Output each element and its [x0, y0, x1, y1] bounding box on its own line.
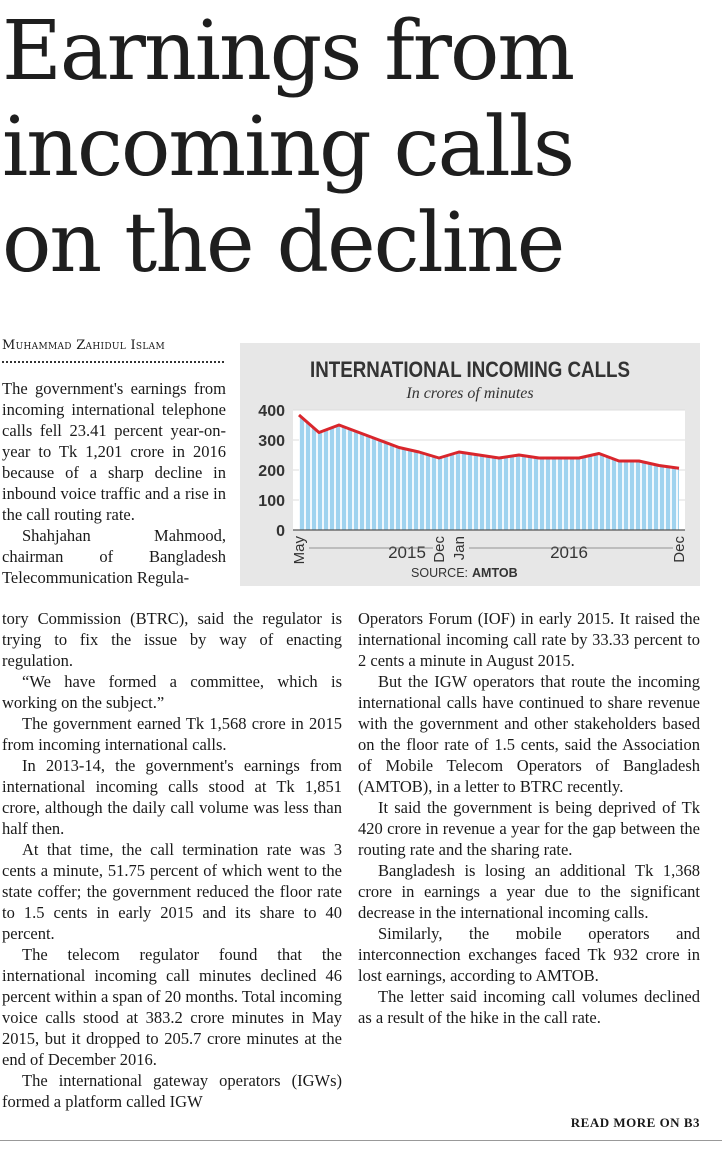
year-label: 2016: [550, 543, 588, 562]
y-tick-label: 400: [258, 403, 285, 420]
byline-divider: [2, 361, 224, 363]
y-tick-label: 100: [258, 493, 285, 510]
paragraph: The government's earnings from incoming international telephone calls fell 23.41 percent year-on-year to Tk 1,201 crore in 2016 because of a sharp decline in inbound voice traffic and a rise in the call routing rate.: [2, 379, 226, 524]
paragraph: Bangladesh is losing an additional Tk 1,368 crore in earnings a year due to the significant decrease in the international incoming calls.: [358, 861, 700, 922]
y-tick-label: 200: [258, 463, 285, 480]
paragraph: At that time, the call termination rate was 3 cents a minute, 51.75 percent of which went to the state coffer; the government reduced the floor rate to 1.5 cents in early 2015 and its share to 40 percent.: [2, 840, 342, 943]
chart-subtitle: In crores of minutes: [406, 385, 534, 402]
chart-title: INTERNATIONAL INCOMING CALLS: [310, 357, 630, 382]
paragraph: The international gateway operators (IGWs) formed a platform called IGW: [2, 1071, 342, 1111]
paragraph: Operators Forum (IOF) in early 2015. It raised the international incoming call rate by 33.33 percent to 2 cents a minute in August 2015.: [358, 609, 700, 670]
chart-source-label: SOURCE:: [411, 566, 468, 580]
paragraph: The government earned Tk 1,568 crore in 2015 from incoming international calls.: [2, 714, 342, 754]
paragraph: tory Commission (BTRC), said the regulator is trying to fix the issue by way of enacting regulation.: [2, 609, 342, 670]
article-column-a: [2, 378, 226, 588]
article-column-b: [2, 608, 342, 1112]
x-tick-label: Dec: [431, 536, 448, 563]
headline-line-2: incoming calls: [2, 100, 574, 195]
paragraph: But the IGW operators that route the incoming international calls have continued to share revenue with the government and other stakeholders based on the floor rate of 1.5 cents, said the Association of Mobile Telecom Operators of Bangladesh (AMTOB), in a letter to BTRC recently.: [358, 672, 700, 796]
paragraph: The letter said incoming call volumes declined as a result of the hike in the call rate.: [358, 987, 700, 1027]
chart-source-name: AMTOB: [472, 566, 518, 580]
y-tick-label: 300: [258, 433, 285, 450]
chart-svg: [240, 343, 700, 586]
x-tick-label: Dec: [671, 536, 688, 563]
paragraph: Shahjahan Mahmood, chairman of Bangladesh Telecommunication Regula-: [2, 526, 226, 587]
headline-line-3: on the decline: [2, 196, 564, 291]
article-column-c: [358, 608, 700, 1028]
paragraph: Similarly, the mobile operators and interconnection exchanges faced Tk 932 crore in lost earnings, according to AMTOB.: [358, 924, 700, 985]
year-label: 2015: [388, 543, 426, 562]
bottom-divider: [0, 1140, 722, 1141]
paragraph: In 2013-14, the government's earnings from international incoming calls stood at Tk 1,851 crore, although the daily call volume was less than half then.: [2, 756, 342, 838]
x-tick-label: May: [291, 536, 308, 565]
read-more-link[interactable]: READ MORE ON B3: [570, 1115, 700, 1130]
headline-line-1: Earnings from: [2, 4, 574, 99]
headline: [2, 4, 720, 292]
incoming-calls-chart: [240, 343, 700, 586]
paragraph: “We have formed a committee, which is working on the subject.”: [2, 672, 342, 712]
paragraph: It said the government is being deprived of Tk 420 crore in revenue a year for the gap between the routing rate and the sharing rate.: [358, 798, 700, 859]
x-tick-label: Jan: [451, 536, 468, 561]
byline: Muhammad Zahidul Islam: [2, 338, 165, 353]
y-tick-label: 0: [276, 523, 285, 540]
paragraph: The telecom regulator found that the international incoming call minutes declined 46 percent within a span of 20 months. Total incoming voice calls stood at 383.2 crore minutes in May 2015, but it dropped to 205.7 crore minutes at the end of December 2016.: [2, 945, 342, 1069]
